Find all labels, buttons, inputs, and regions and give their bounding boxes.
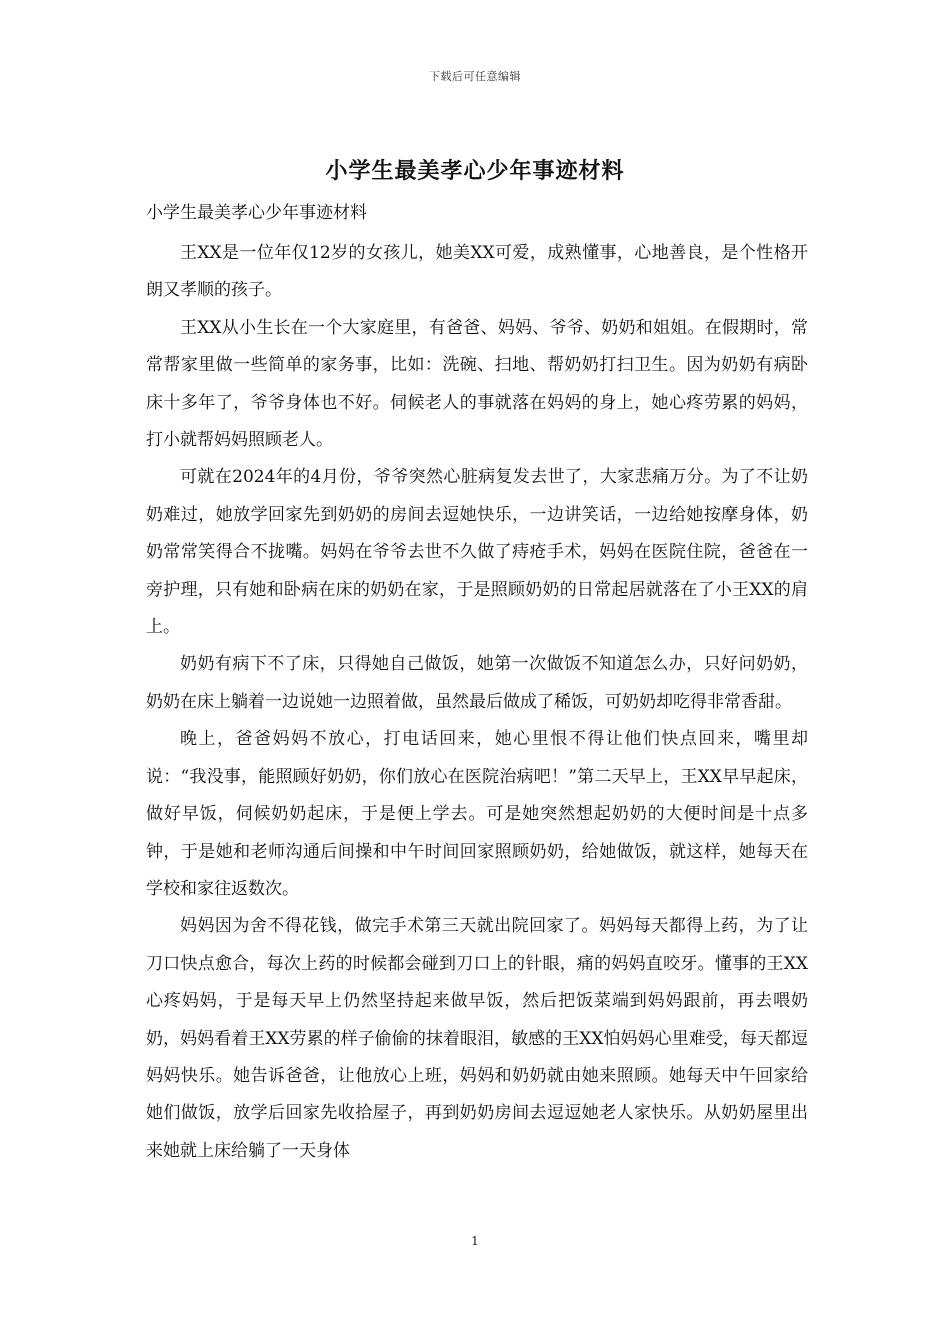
paragraph: 妈妈因为舍不得花钱，做完手术第三天就出院回家了。妈妈每天都得上药，为了让刀口快点愈合，每次上药的时候都会碰到刀口上的针眼，痛的妈妈直咬牙。懂事的王XX心疼妈妈，于是每天早上仍然坚持起来做早饭，然后把饭菜端到妈妈跟前，再去喂奶奶，妈妈看着王XX劳累的样子偷偷的抹着眼泪，敏感的王XX怕妈妈心里难受，每天都逗妈妈快乐。她告诉爸爸，让他放心上班，妈妈和奶奶就由她来照顾。她每天中午回家给她们做饭，放学后回家先收拾屋子，再到奶奶房间去逗逗她老人家快乐。从奶奶屋里出来她就上床给躺了一天身体: [146, 916, 808, 1161]
paragraph: 可就在2024年的4月份，爷爷突然心脏病复发去世了，大家悲痛万分。为了不让奶奶难过，她放学回家先到奶奶的房间去逗她快乐，一边讲笑话，一边给她按摩身体，奶奶常常笑得合不拢嘴。妈妈在爷爷去世不久做了痔疮手术，妈妈在医院住院，爸爸在一旁护理，只有她和卧病在床的奶奶在家，于是照顾奶奶的日常起居就落在了小王XX的肩上。: [146, 467, 808, 638]
page-number: 1: [471, 1234, 479, 1248]
paragraph: 奶奶有病下不了床，只得她自己做饭，她第一次做饭不知道怎么办，只好问奶奶，奶奶在床上躺着一边说她一边照着做，虽然最后做成了稀饭，可奶奶却吃得非常香甜。: [146, 654, 808, 712]
document-subtitle: 小学生最美孝心少年事迹材料: [146, 203, 367, 223]
paragraph: 晚上，爸爸妈妈不放心，打电话回来，她心里恨不得让他们快点回来，嘴里却说：“我没事，能照顾好奶奶，你们放心在医院治病吧！”第二天早上，王XX早早起床，做好早饭，伺候奶奶起床，于是便上学去。可是她突然想起奶奶的大便时间是十点多钟，于是她和老师沟通后间操和中午时间回家照顾奶奶，给她做饭，就这样，她每天在学校和家往返数次。: [146, 729, 808, 899]
document-body: [146, 235, 808, 1170]
document-title: 小学生最美孝心少年事迹材料: [325, 158, 625, 184]
header-note: 下载后可任意编辑: [429, 70, 521, 83]
paragraph: 王XX是一位年仅12岁的女孩儿，她美XX可爱，成熟懂事，心地善良，是个性格开朗又孝顺的孩子。: [146, 243, 808, 301]
paragraph: 王XX从小生长在一个大家庭里，有爸爸、妈妈、爷爷、奶奶和姐姐。在假期时，常常帮家里做一些简单的家务事，比如：洗碗、扫地、帮奶奶打扫卫生。因为奶奶有病卧床十多年了，爷爷身体也不好。伺候老人的事就落在妈妈的身上，她心疼劳累的妈妈，打小就帮妈妈照顾老人。: [146, 317, 808, 451]
